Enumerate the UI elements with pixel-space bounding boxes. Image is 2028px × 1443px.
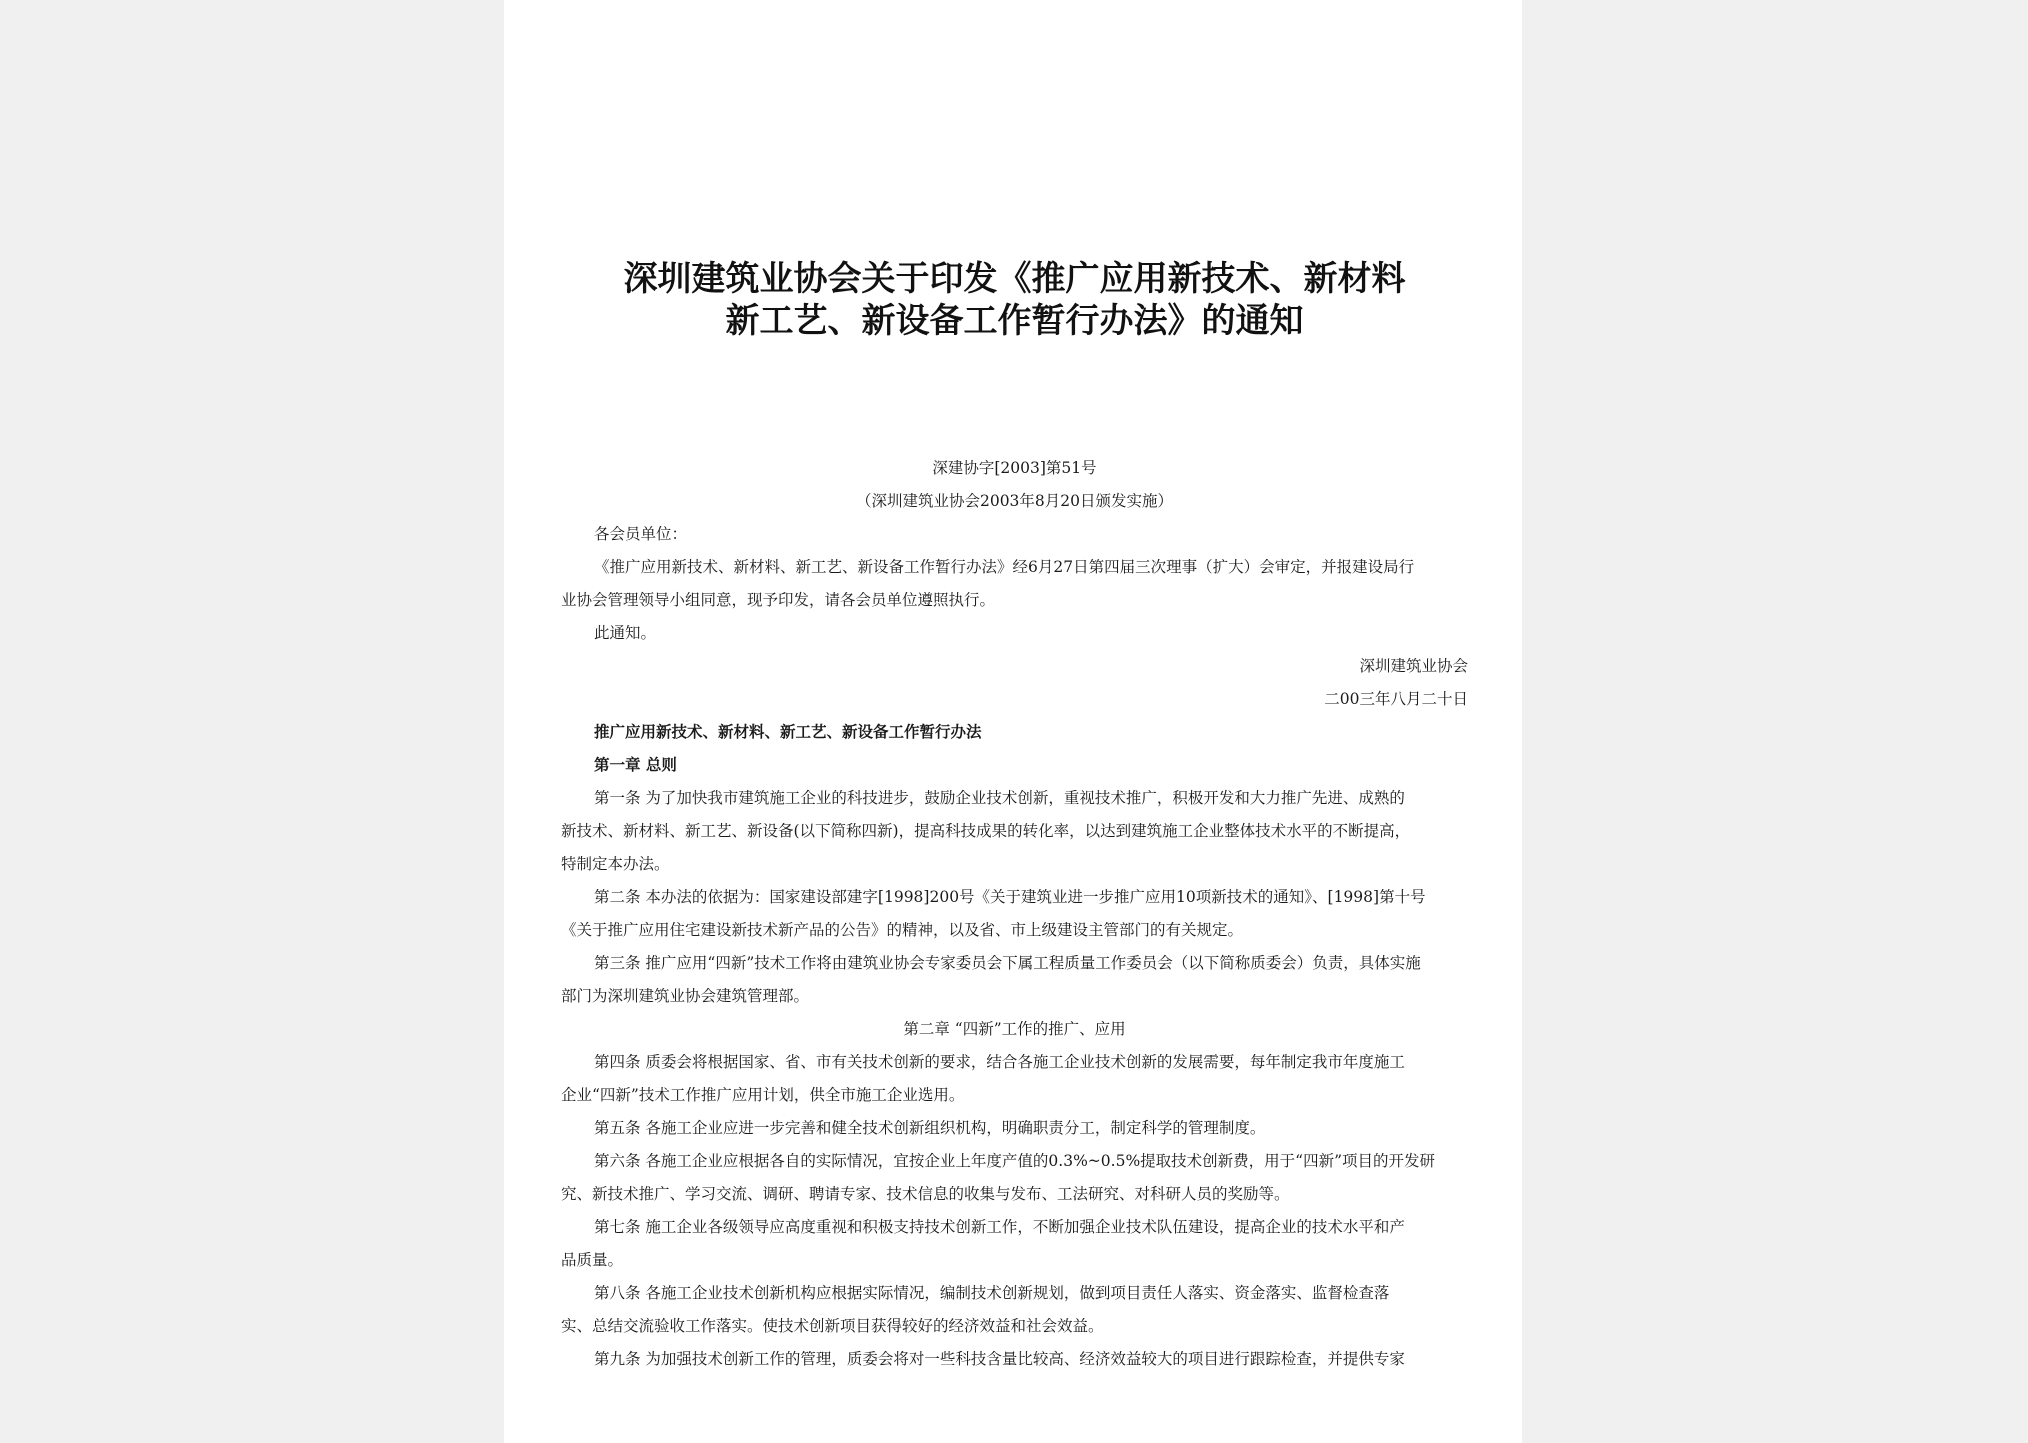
article-line: 第九条 为加强技术创新工作的管理，质委会将对一些科技含量比较高、经济效益较大的项目进行跟踪检查，并提供专家 xyxy=(594,1350,1405,1368)
article-line: 第六条 各施工企业应根据各自的实际情况，宜按企业上年度产值的0.3%~0.5%提取技术创新费，用于“四新”项目的开发研 xyxy=(594,1152,1436,1170)
article-line: 部门为深圳建筑业协会建筑管理部。 xyxy=(561,987,810,1005)
title-line-2: 新工艺、新设备工作暂行办法》的通知 xyxy=(725,301,1304,341)
article-line: 特制定本办法。 xyxy=(561,855,670,873)
intro-paragraph-line: 《推广应用新技术、新材料、新工艺、新设备工作暂行办法》经6月27日第四届三次理事（扩大）会审定，并报建设局行 xyxy=(594,558,1415,576)
document-page xyxy=(504,0,1522,1443)
rules-title: 推广应用新技术、新材料、新工艺、新设备工作暂行办法 xyxy=(594,723,982,741)
article-line: 新技术、新材料、新工艺、新设备(以下简称四新)，提高科技成果的转化率，以达到建筑施工企业整体技术水平的不断提高， xyxy=(561,822,1411,840)
article-line: 实、总结交流验收工作落实。使技术创新项目获得较好的经济效益和社会效益。 xyxy=(561,1317,1104,1335)
issue-note: （深圳建筑业协会2003年8月20日颁发实施） xyxy=(855,492,1174,510)
article-line: 第八条 各施工企业技术创新机构应根据实际情况，编制技术创新规划，做到项目责任人落实、资金落实、监督检查落 xyxy=(594,1284,1390,1302)
chapter-heading: 第二章 “四新”工作的推广、应用 xyxy=(903,1020,1126,1038)
article-line: 品质量。 xyxy=(561,1251,624,1269)
article-line: 究、新技术推广、学习交流、调研、聘请专家、技术信息的收集与发布、工法研究、对科研人员的奖励等。 xyxy=(561,1185,1290,1203)
chapter-heading: 第一章 总则 xyxy=(594,756,677,774)
article-line: 第一条 为了加快我市建筑施工企业的科技进步，鼓励企业技术创新，重视技术推广，积极开发和大力推广先进、成熟的 xyxy=(594,789,1405,807)
intro-paragraph-line: 业协会管理领导小组同意，现予印发，请各会员单位遵照执行。 xyxy=(561,591,996,609)
intro-closing: 此通知。 xyxy=(594,624,657,642)
doc-number: 深建协字[2003]第51号 xyxy=(932,459,1097,477)
salutation: 各会员单位： xyxy=(594,525,688,543)
title-line-1: 深圳建筑业协会关于印发《推广应用新技术、新材料 xyxy=(623,259,1406,299)
article-line: 第五条 各施工企业应进一步完善和健全技术创新组织机构，明确职责分工，制定科学的管理制度。 xyxy=(594,1119,1266,1137)
article-line: 《关于推广应用住宅建设新技术新产品的公告》的精神，以及省、市上级建设主管部门的有关规定。 xyxy=(561,921,1244,939)
issuer: 深圳建筑业协会 xyxy=(1359,657,1468,675)
article-line: 第三条 推广应用“四新”技术工作将由建筑业协会专家委员会下属工程质量工作委员会（以下简称质委会）负责，具体实施 xyxy=(594,954,1421,972)
document-body xyxy=(561,452,1468,1376)
article-line: 企业“四新”技术工作推广应用计划，供全市施工企业选用。 xyxy=(561,1086,965,1104)
issue-date: 二00三年八月二十日 xyxy=(1324,690,1468,708)
document-title xyxy=(561,258,1468,342)
article-line: 第七条 施工企业各级领导应高度重视和积极支持技术创新工作，不断加强企业技术队伍建设，提高企业的技术水平和产 xyxy=(594,1218,1405,1236)
article-line: 第二条 本办法的依据为：国家建设部建字[1998]200号《关于建筑业进一步推广应用10项新技术的通知》、[1998]第十号 xyxy=(594,888,1426,906)
article-line: 第四条 质委会将根据国家、省、市有关技术创新的要求，结合各施工企业技术创新的发展需要，每年制定我市年度施工 xyxy=(594,1053,1405,1071)
